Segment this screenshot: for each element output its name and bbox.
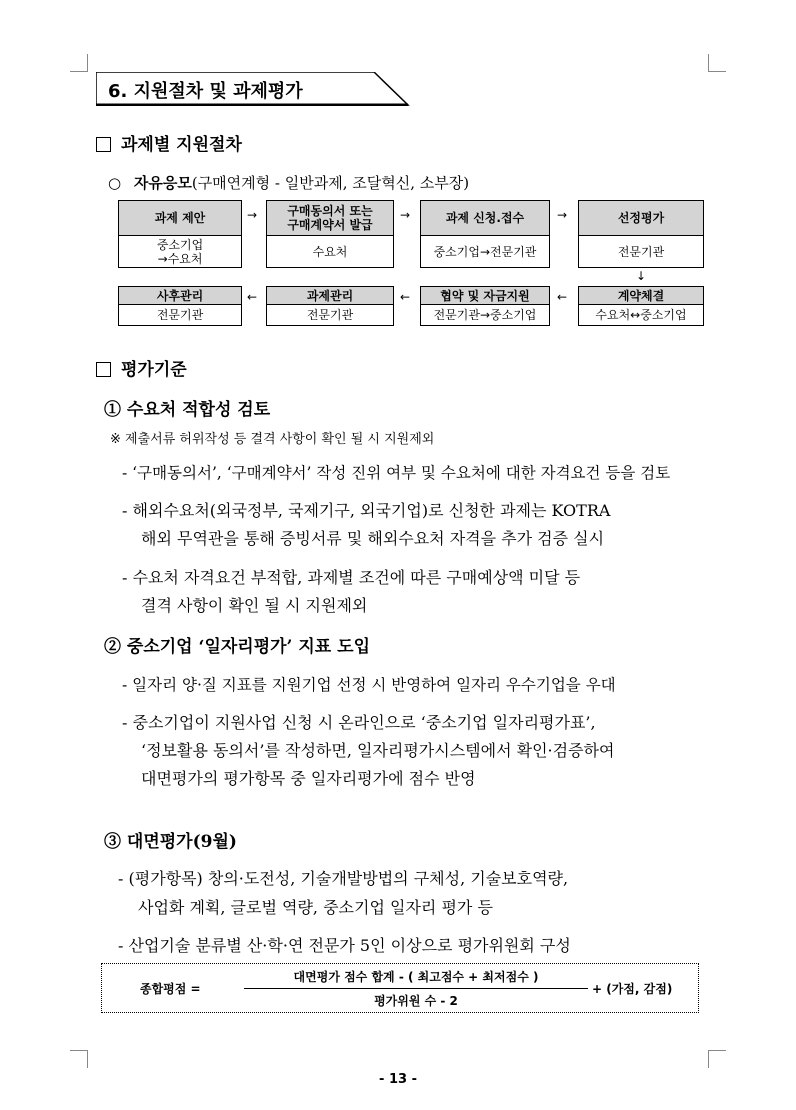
flow-step-actor: 수요처 [312, 244, 348, 259]
flow-step-post-management [118, 286, 242, 326]
corner-mark-top-left [70, 54, 88, 72]
flow-step-actor: 전문기관→중소기업 [433, 308, 537, 322]
procedure-heading [96, 130, 242, 155]
formula-rhs: + (가점, 감점) [592, 982, 673, 996]
checkbox-square-icon [96, 137, 111, 152]
criteria-item2-line: ‘정보활용 동의서’를 작성하면, 일자리평가시스템에서 확인·검증하여 [141, 741, 615, 760]
corner-mark-top-right [708, 54, 726, 72]
flow-step-actor: 수요처↔중소기업 [595, 308, 687, 322]
track-label: 자유응모 [133, 174, 192, 192]
criteria-item1-title: ① 수요처 적합성 검토 [104, 400, 271, 420]
page-number: - 13 - [379, 1072, 417, 1087]
flow-step-title: 과제 신청.접수 [421, 201, 549, 236]
criteria-item2-title: ② 중소기업 ‘일자리평가’ 지표 도입 [104, 637, 370, 657]
formula-denominator: 평가위원 수 - 2 [374, 994, 458, 1008]
criteria-item3-line: - 산업기술 분류별 산·학·연 전문가 5인 이상으로 평가위원회 구성 [118, 936, 571, 955]
criteria-item3-line: 사업화 계획, 글로벌 역량, 중소기업 일자리 평가 등 [138, 898, 493, 917]
flow-step-contract [578, 286, 704, 326]
flow-step-title: 계약체결 [579, 287, 703, 305]
flow-step-application [420, 200, 550, 268]
flow-step-title: 선정평가 [579, 201, 703, 236]
criteria-item2-line: - 중소기업이 지원사업 신청 시 온라인으로 ‘중소기업 일자리평가표’, [122, 713, 596, 732]
criteria-item1-note: ※ 제출서류 허위작성 등 결격 사항이 확인 될 시 지원제외 [110, 432, 435, 447]
criteria-item2-line: - 일자리 양·질 지표를 지원기업 선정 시 반영하여 일자리 우수기업을 우대 [122, 676, 616, 694]
circle-bullet-icon: ○ [108, 174, 122, 192]
flow-step-agreement-funding [420, 286, 550, 326]
flow-step-actor: 전문기관 [617, 244, 665, 259]
flow-step-task-management [266, 286, 394, 326]
flow-step-actor: 중소기업→전문기관 [433, 244, 537, 259]
formula-numerator: 대면평가 점수 합계 - ( 최고점수 + 최저점수 ) [244, 968, 588, 989]
criteria-item1-line: - ‘구매동의서’, ‘구매계약서’ 작성 진위 여부 및 수요처에 대한 자격요건 등을 검토 [122, 464, 671, 482]
flow-step-title: 과제관리 [267, 287, 393, 305]
criteria-item1-line: - 해외수요처(외국정부, 국제기구, 외국기업)로 신청한 과제는 KOTRA [122, 501, 611, 520]
flow-step-title: 과제 제안 [119, 201, 241, 236]
arrow-left-icon: ← [557, 290, 568, 304]
corner-mark-bottom-right [708, 1050, 726, 1068]
flow-step-title: 구매동의서 또는 구매계약서 발급 [267, 201, 393, 236]
arrow-right-icon: → [247, 208, 258, 222]
arrow-left-icon: ← [247, 290, 258, 304]
track-detail: (구매연계형 - 일반과제, 조달혁신, 소부장) [191, 174, 470, 192]
corner-mark-bottom-left [70, 1050, 88, 1068]
arrow-right-icon: → [400, 208, 411, 222]
flow-step-title: 협약 및 자금지원 [421, 287, 549, 305]
flow-step-actor: 중소기업 →수요처 [156, 237, 204, 266]
criteria-item2-line: 대면평가의 평가항목 중 일자리평가에 점수 반영 [141, 769, 476, 788]
formula-lhs: 종합평점 = [140, 982, 201, 996]
criteria-item3-line: - (평가항목) 창의·도전성, 기술개발방법의 구체성, 기술보호역량, [118, 869, 569, 888]
flow-step-actor: 전문기관 [156, 308, 204, 322]
flow-step-selection-eval [578, 200, 704, 268]
flow-step-actor: 전문기관 [306, 308, 354, 322]
criteria-item3-title: ③ 대면평가(9월) [104, 832, 237, 852]
section-title-text: 6. 지원절차 및 과제평가 [108, 81, 303, 102]
criteria-item1-line: 결격 사항이 확인 될 시 지원제외 [141, 596, 368, 615]
checkbox-square-icon [96, 362, 111, 377]
criteria-heading [96, 355, 187, 380]
flow-step-purchase-agreement [266, 200, 394, 268]
flow-step-title: 사후관리 [119, 287, 241, 305]
arrow-down-icon: ↓ [636, 269, 647, 283]
arrow-left-icon: ← [400, 290, 411, 304]
track-line [108, 172, 469, 193]
flow-step-proposal [118, 200, 242, 268]
arrow-right-icon: → [557, 208, 568, 222]
section-title [96, 72, 410, 106]
score-formula-box [101, 963, 699, 1013]
procedure-heading-text: 과제별 지원절차 [121, 135, 242, 155]
criteria-item1-line: 해외 무역관을 통해 증빙서류 및 해외수요처 자격을 추가 검증 실시 [141, 529, 605, 548]
criteria-heading-text: 평가기준 [121, 360, 187, 380]
criteria-item1-line: - 수요처 자격요건 부적합, 과제별 조건에 따른 구매예상액 미달 등 [122, 568, 581, 587]
